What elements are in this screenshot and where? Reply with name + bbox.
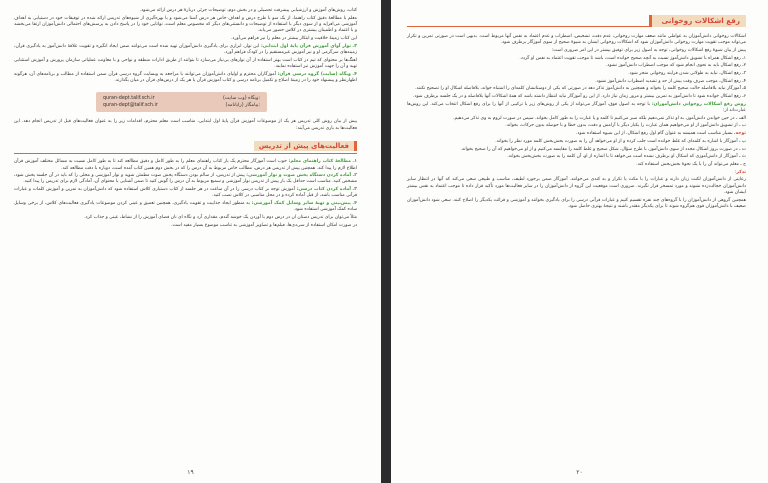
item-label: ۴ـ وبگاه (سایت) گروه درسی قرآن:: [277, 71, 357, 77]
method-text: با توجه به اصول فوق، آموزگار می‌تواند از یکی از روش‌های زیر یا ترکیبی از آنها را برای رفع اشکال انتخاب می‌کند. این روش‌ها عبارت‌اند از:: [407, 101, 746, 114]
contact-callout: [96, 92, 267, 112]
email-link[interactable]: quran-dept@talif.sch.ir: [103, 103, 158, 109]
list-item: ۵ـ آموزگار نباید بلافاصله حالت صحیح کلمه را بخواند و همچنین به دانش‌آموز تذکر دهد در صورتی که یکی از دوستانشان کلمه‌ای را اشتباه خواند، بلافاصله اشکال او را تصحیح نکنند.: [415, 86, 746, 92]
list-item: پ ـ آموزگار با اشاره به کلمه‌ای که غلط خوانده است جلب کرده و از او می‌خواهد آن را به صورت بخش‌بخش کلمه مورد نظر را بخواند.: [495, 138, 746, 144]
list-item: ت ـ در صورت بروز اشکال مجدد از سوی دانش‌آموز، با طرح سؤال، شکل صحیح و غلط کلمه را مقایسه می‌کنیم و از او می‌خواهیم که آن را صحیح بخواند.: [460, 146, 746, 152]
list-item: ج ـ معلم می‌تواند آن را با یک نحوهٔ بخش‌بخش استفاده کند.: [636, 161, 746, 167]
page-number: ۱۹: [187, 469, 194, 476]
paragraph: اشکالات روخوانی دانش‌آموزان به عواملی مانند ضعف مهارت روخوانی، عدم دقت، تشخیص، اضطراب و عدم اعتماد به نفس آنها مربوط است. بدیهی است در صورتی تمرین و تکرار می‌تواند موجب تقویت مهارت روخوانی دانش‌آموزان شود که اشکالات روخوانی ایشان به شیوهٔ صحیح از سوی آموزگار برطرف شود.: [407, 34, 746, 46]
list-item: [14, 215, 357, 221]
list-item: ۱ـ رفع اشکال همراه با تشویق دانش‌آموز نسبت به آنچه صحیح خوانده است، باشد تا موجب تقویت اعتماد به نفس او گردد.: [519, 55, 746, 61]
reminder-text: :: [734, 169, 737, 175]
item-text: این نوار، ابزاری برای یادگیری دانش‌آموزان تهیه شده است می‌توانند ضمن ایجاد انگیزه و تقویت علاقهٔ دانش‌آموز به یادگیری قرآن، زمینه‌های سرگرمی او و نیز آموزش غیرمستقیم را در کودک فراهم آورد.: [14, 43, 357, 55]
section-items: [14, 159, 357, 229]
item-label: ۳ـ نوار آوای آموزش قرآن پایهٔ اول ابتدایی:: [260, 43, 358, 49]
item-text: مثلاً می‌توان برای تدریس دستان ان در درس دوم با آوردن یک خوشه گندم، مقداری آرد و نگاه ای نان فضای آموزش را از نشاط، عینی و جذاب کرد.: [84, 215, 357, 221]
item-label: ۲ـ آماده کردن دستگاه پخش صوت و نوار آموزشی:: [246, 173, 357, 179]
item-label: ۴ـ پیش‌بینی و تهیهٔ سایر وسایل کمک آموزشی:: [251, 201, 357, 207]
list-item: ۳ـ رفع اشکال، نباید به طولانی شدن فرایند روخوانی منجر شود.: [628, 71, 746, 77]
chapter-header: [407, 12, 746, 27]
list-item: [14, 159, 357, 172]
item-text: پیش از تدریس، از سالم بودن دستگاه پخش صوت مطمئن شوید و نوار آموزشی و محلی را که باید در آن جلسه پخش شود، مشخص کنید. مناسب است حداقل یک بار پیش از تدریس نوار آموزشی و سمیع مربوط به آن درس را گوش کنید تا ضمن آشنایی با محتوای آن، آمادگی لازم برای تدریس را پیدا کنید.: [14, 173, 357, 185]
paragraph: معلم با مطالعهٔ دقیق کتاب راهنما، از یک سو با طرح درس و اهداف خاص هر درس آشنا می‌شود و با بهره‌گیری از شیوه‌های تدریس ارائه شده در توفیقات خود در دستیابی به اهداف آموزشی می‌افزاید و از سوی دیگر با استفاده از توضیحات و دانستنی‌های دیگر که مخصوص معلم است، توانایی خود را در پاسخ دادن به پرسش‌های احتمالی دانش‌آموزان ارتقا می‌بخشد و با اعتماد و اطمینان بیشتری در کلاس حضور می‌یابد.: [14, 15, 357, 34]
item-text: به منظور ایجاد جذابیت و تقویت یادگیری، همچنین تعمیق و عینی کردن موضوعات یادگیری فعالیت‌های کلاس، از برخی وسایل ساده کمک آموزشی استفاده شود.: [14, 201, 357, 213]
list-item: الف ـ در حین خواندن دانش‌آموز، به او تذکر نمی‌دهیم بلکه صبر می‌کنیم تا کلمه و یا عبارت را به طور کامل بخواند. سپس در صورت لزوم به وی تذکر می‌دهیم.: [453, 115, 746, 121]
right-page: [391, 0, 768, 483]
list-item: ۴ـ رفع اشکال، موجب صرف وقت بیش از حد و تشدید اضطراب دانش‌آموز نشود.: [595, 78, 746, 84]
principles-list: [407, 56, 746, 101]
item-text: در صورت امکان استفاده از سی‌دی‌ها، فیلم‌ها و تصاویر آموزشی به تناسب موضوع بسیار مفید است.: [171, 222, 357, 228]
paragraph: کتاب، روش‌های آموزش و ارزشیابی پیشرفت تحصیلی و در بخش دوم، توضیحات جزئی دربارهٔ هر درس ارائه می‌شود.: [139, 8, 357, 13]
left-page: [0, 0, 381, 483]
item-text: آموزش توجه بر کتاب درسی را در آن ساعت در هر جلسه از کتاب دستیاری کلاس استفاده شود که دانش‌آموزان به تمرین و آموزش کلمات و عبارات قرآنی مناسب باشد، از قبل آماده کرده و در محل مناسبی در کلاس نصب کنید.: [14, 187, 357, 199]
paragraph: این کتاب زمینهٔ خلاقیت و ابتکار بیشتر در معلم را نیز فراهم می‌آورد.: [230, 35, 357, 41]
reminder: [407, 170, 746, 176]
website-link[interactable]: quran-dept.talif.sch.ir: [103, 96, 155, 102]
note: [407, 131, 746, 137]
paragraph: رعایتی از دانش‌آموزان لکنت زبان دارند و عبارات را با مکث یا تکرار و به کندی می‌خوانند. آموزگار ضمن برخورد لطیف، مناسب و طبیعی سعی می‌کند که آنها در انتظار سایر دانش‌آموزان خجالت‌زده نشوند و مورد تمسخر قرار نگیرند. ضروری است موقعیت این گروه از دانش‌آموزان را در سایر فعالیت‌ها مورد تأکید قرار داده تا موجب اعتماد به نفس بیشتر ایشان شود.: [407, 177, 746, 195]
list-item: [14, 44, 357, 57]
list-item: ۶ـ رفع اشکال خوانده شود تا دانش‌آموز به تمرین بیشتر و مرور زمان نیاز دارد. از این رو آموزگار نباید انتظار داشته باشد که همهٔ اشکالات آنها بلافاصله و در یک جلسه برطرف شود.: [413, 94, 746, 100]
list-item: [14, 201, 357, 214]
list-item: ث ـ آموزگار از دانش‌آموزی که اشکال او برطرف نشده است می‌خواهد تا با اشاره از او، آن کلمه را به صورت بخش‌بخش بخواند.: [507, 154, 746, 160]
list-item: [14, 173, 357, 186]
paragraph: پیش از بیان روش کلی تدریس هر یک از موضوعات آموزش قرآن پایهٔ اول ابتدایی، مناسب است معلم محترم، اقدامات زیر را به عنوان فعالیت‌های قبل از تدریس انجام دهد. این فعالیت‌ها به یاری تدریس می‌آیند:: [14, 119, 357, 131]
methods-list: [407, 116, 746, 130]
list-item: ۲ـ رفع اشکال باید به نحوی انجام شود که موجب اضطراب دانش‌آموز نشود.: [606, 63, 746, 69]
list-item: ب ـ از تشویق دانش‌آموز از او می‌خواهیم همان عبارت را یکبار دیگر با آرامش و دقت، بدون خطا و با حوصله بدون حرکات، بخواند.: [505, 123, 746, 129]
email-label: پیامگار (رایانامه):: [225, 103, 260, 109]
book-gutter: [381, 0, 391, 483]
method-intro: [407, 102, 746, 115]
page-number: ۲۰: [576, 469, 583, 476]
chapter-title: رفع اشکالات روخوانی: [649, 15, 746, 27]
website-label: وبگاه (وب سایت):: [222, 96, 260, 102]
item-text: خوب است آموزگار محترم یک بار کتاب راهنمای معلم را به طور کامل و دقیق مطالعه کند تا به طور کامل نسبت به مسائل مختلف آموزش قرآن اطلاع لازم را پیدا کند. همچنین پیش از تدریس هر درس، مطالب خاص مربوط به آن درس را که در بخش دوم همین کتاب آمده است، دوباره با دقت مطالعه کند.: [14, 159, 357, 171]
website-row: [103, 95, 260, 102]
paragraph: پیش از بیان شیوهٔ رفع اشکالات روخوانی، توجه به اصول زیر برای توفیق بیشتر در این امر ضروری است:: [551, 47, 746, 53]
section-heading: [14, 133, 357, 154]
section-title: فعالیت‌های پیش از تدریس: [254, 141, 357, 151]
section-rule: [14, 153, 357, 154]
list-item: [14, 58, 357, 71]
list-item: [14, 223, 357, 229]
item-label: ۱ـ مطالعهٔ کتاب راهنمای معلم:: [288, 159, 357, 165]
method-label: روش رفع اشکالات روخوانی دانش‌آموزان:: [651, 101, 747, 107]
paragraph: همچنین گروهی از دانش‌آموزان را با گروه‌های چند نفره تقسیم کنیم و عبارات قرآنی درسی را برای یادگیری بخوانند و آموزشی و قرائت یکدیگر را اصلاح کنند. سعی شود دانش‌آموزان ضعیف با دانش‌آموزان قوی هم‌گروه شوند تا برای یکدیگر مقتدر باشند و نتیجهٔ بهتری حاصل شود.: [407, 197, 746, 209]
note-text: ، بسیار مناسب است همیشه به عنوان گام اول رفع اشکال، از این شیوه استفاده شود.: [575, 131, 736, 137]
item-text: اهنگ‌ها بر محتوای که تیم در کتاب است بهتر استفاده از آن نوارهای بی‌نیاز می‌سازد تا بتوانند از طریق ادارات منطقه و نواحی و با معاونت عملیاتی سازمان پرورش و آموزش استثنایی تهیه و آن را جهت آموزش نیز استفاده نمایند.: [14, 57, 357, 69]
methods-list-2: [407, 139, 746, 168]
list-item: [14, 72, 357, 85]
email-row: [103, 102, 260, 109]
reminder-label: تذکر: [736, 169, 746, 175]
item-text: آموزگاران محترم و اولیای دانش‌آموزان می‌توانند با مراجعه به وبسایت گروه درسی قرآن ضمن استفاده از مطالب و برنامه‌های آن، هرگونه اظهارنظر و پیشنهاد خود را در زمینهٔ اصلاح و تکمیل برنامه درسی و کتاب آموزش قرآن یا هر یک از درس‌های قرآن در میان بگذارند.: [14, 71, 357, 83]
left-items: [14, 44, 357, 85]
list-item: [14, 187, 357, 200]
left-intro: [14, 8, 357, 42]
item-label: ۳ـ آماده کردن کتاب درسی:: [296, 187, 358, 193]
note-label: توجه: [735, 131, 746, 137]
